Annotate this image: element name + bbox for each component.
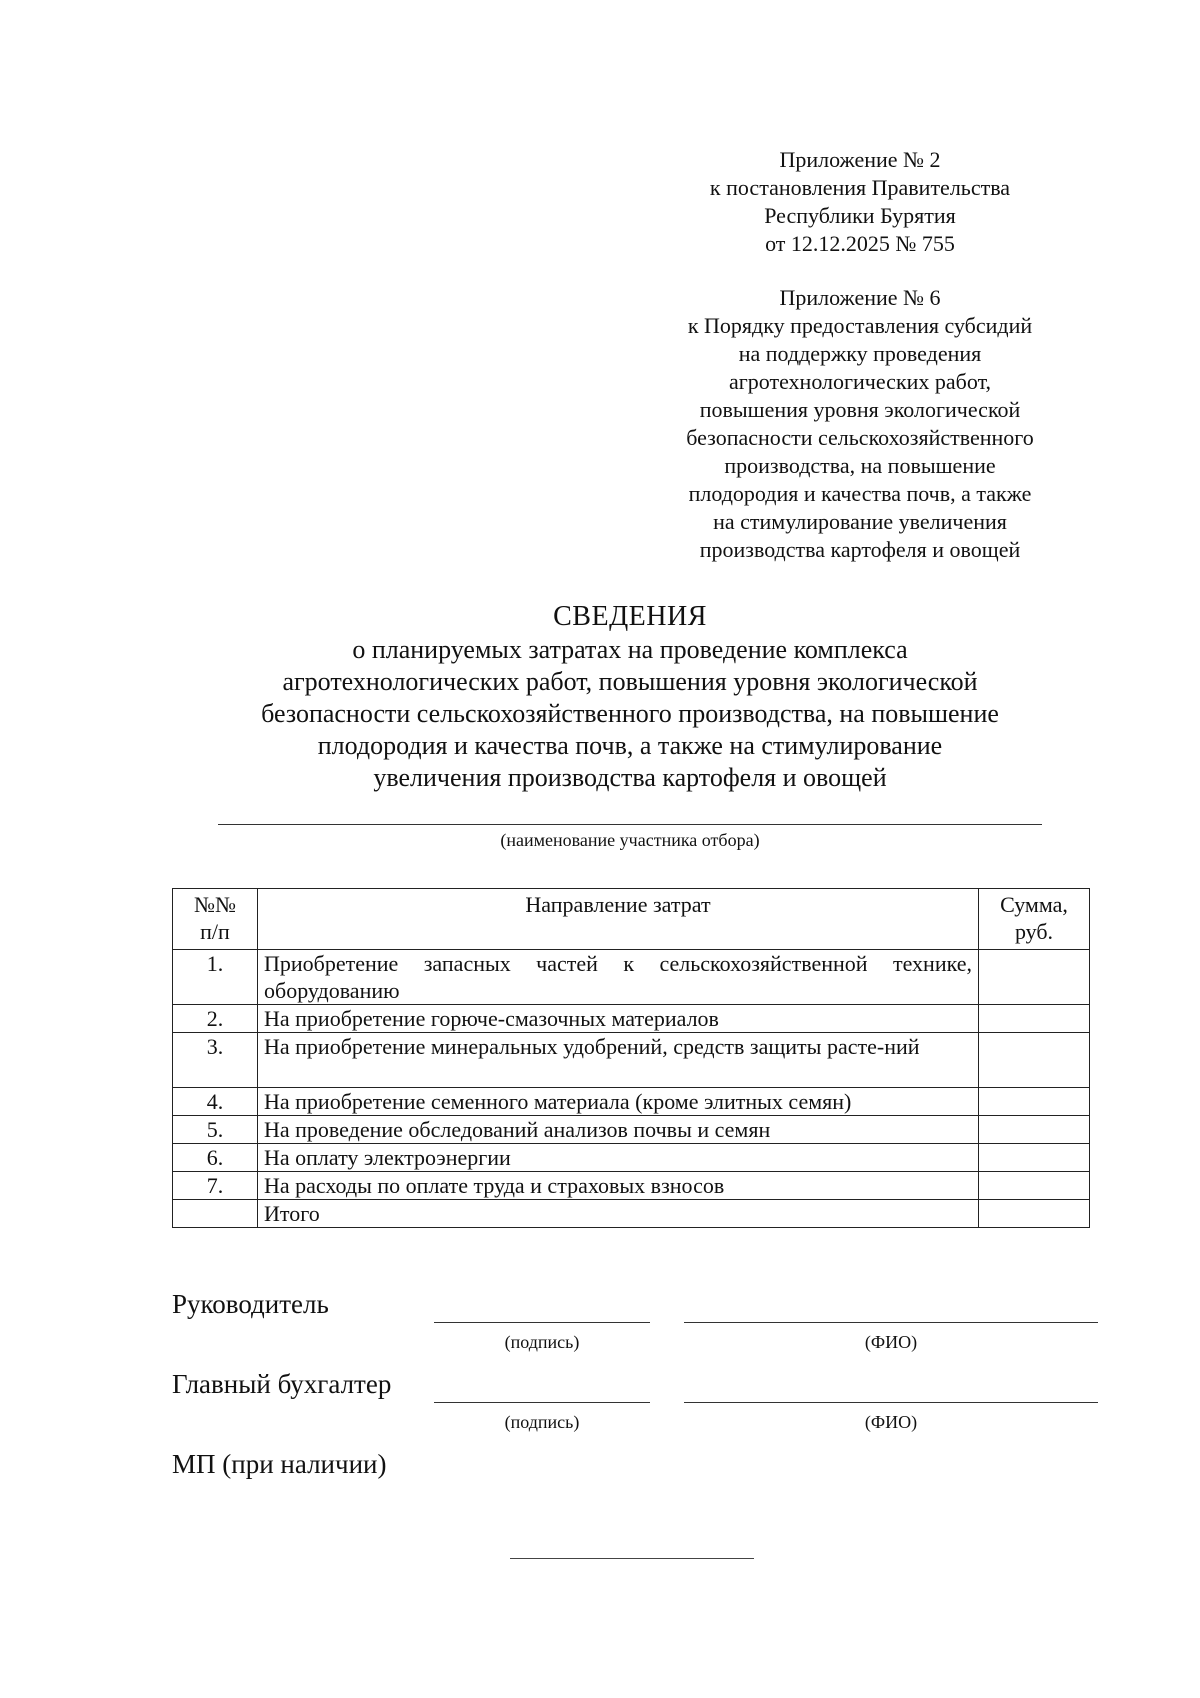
- accountant-label: Главный бухгалтер: [172, 1369, 392, 1399]
- table-row: [173, 1116, 1090, 1144]
- accountant-name-line: [684, 1402, 1098, 1403]
- appendix-6-line: на стимулирование увеличения: [713, 509, 1007, 534]
- row-number: 2.: [173, 1005, 258, 1033]
- head-name-line: [684, 1322, 1098, 1323]
- row-sum: [979, 1172, 1090, 1200]
- row-sum: [979, 1005, 1090, 1033]
- appendix-6-header: [640, 284, 1080, 564]
- row-number: 3.: [173, 1033, 258, 1088]
- row-sum: [979, 1200, 1090, 1228]
- header-number-line: №№: [194, 892, 236, 917]
- row-sum: [979, 1116, 1090, 1144]
- title-line: о планируемых затратах на проведение комплекса: [352, 635, 908, 664]
- title-line: плодородия и качества почв, а также на стимулирование: [317, 731, 943, 760]
- row-direction: На проведение обследований анализов почвы и семян: [258, 1116, 979, 1144]
- table-header-row: [173, 889, 1090, 950]
- row-number: 6.: [173, 1144, 258, 1172]
- row-direction: На приобретение горюче-смазочных материалов: [258, 1005, 979, 1033]
- head-signature-line: [434, 1322, 650, 1323]
- row-number: [173, 1200, 258, 1228]
- header-sum-line: Сумма,: [1000, 892, 1068, 917]
- appendix-6-line: безопасности сельскохозяйственного: [686, 425, 1034, 450]
- row-direction: На приобретение семенного материала (кроме элитных семян): [258, 1088, 979, 1116]
- costs-table: [172, 888, 1090, 1228]
- table-row: [173, 1005, 1090, 1033]
- row-sum: [979, 1088, 1090, 1116]
- row-direction: На приобретение минеральных удобрений, средств защиты расте-ний: [258, 1033, 979, 1088]
- row-direction: Итого: [258, 1200, 979, 1228]
- appendix-2-line: к постановления Правительства: [709, 175, 1011, 200]
- table-total-row: [173, 1200, 1090, 1228]
- head-signature-caption: (подпись): [504, 1332, 580, 1352]
- title-line: агротехнологических работ, повышения уровня экологической: [282, 667, 978, 696]
- row-number: 1.: [173, 950, 258, 1005]
- table-row: [173, 1033, 1090, 1088]
- accountant-name-caption: (ФИО): [864, 1412, 918, 1432]
- participant-name-caption: (наименование участника отбора): [500, 830, 760, 850]
- appendix-6-line: производства картофеля и овощей: [699, 537, 1021, 562]
- appendix-6-line: производства, на повышение: [724, 453, 996, 478]
- accountant-signature-line: [434, 1402, 650, 1403]
- row-number: 7.: [173, 1172, 258, 1200]
- row-number: 5.: [173, 1116, 258, 1144]
- row-sum: [979, 950, 1090, 1005]
- row-direction: Приобретение запасных частей к сельскохозяйственной технике, оборудованию: [258, 950, 979, 1005]
- appendix-6-line: повышения уровня экологической: [699, 397, 1021, 422]
- header-sum: [979, 889, 1090, 950]
- table-row: [173, 1088, 1090, 1116]
- table-row: [173, 1172, 1090, 1200]
- row-direction: На расходы по оплате труда и страховых взносов: [258, 1172, 979, 1200]
- document-title: [150, 600, 1110, 794]
- title-main: СВЕДЕНИЯ: [553, 601, 707, 632]
- title-line: увеличения производства картофеля и овощей: [373, 763, 887, 792]
- table-row: [173, 950, 1090, 1005]
- appendix-2-line: Приложение № 2: [779, 147, 941, 172]
- appendix-2-line: от 12.12.2025 № 755: [765, 231, 955, 256]
- appendix-6-line: к Порядку предоставления субсидий: [687, 313, 1033, 338]
- table-row: [173, 1144, 1090, 1172]
- row-direction: На оплату электроэнергии: [258, 1144, 979, 1172]
- row-sum: [979, 1144, 1090, 1172]
- row-number: 4.: [173, 1088, 258, 1116]
- header-direction: Направление затрат: [258, 889, 979, 950]
- header-sum-line: руб.: [1014, 919, 1054, 944]
- participant-name-line: [218, 824, 1042, 825]
- header-number-line: п/п: [200, 919, 230, 944]
- closing-rule: [510, 1558, 754, 1559]
- appendix-6-line: Приложение № 6: [779, 285, 941, 310]
- appendix-2-header: [640, 146, 1080, 258]
- title-line: безопасности сельскохозяйственного производства, на повышение: [261, 699, 999, 728]
- appendix-6-line: агротехнологических работ,: [728, 369, 992, 394]
- row-sum: [979, 1033, 1090, 1088]
- header-number: [173, 889, 258, 950]
- head-label: Руководитель: [172, 1289, 329, 1319]
- stamp-label: МП (при наличии): [172, 1449, 387, 1479]
- appendix-6-line: плодородия и качества почв, а также: [688, 481, 1032, 506]
- head-name-caption: (ФИО): [864, 1332, 918, 1352]
- accountant-signature-caption: (подпись): [504, 1412, 580, 1432]
- appendix-6-line: на поддержку проведения: [738, 341, 982, 366]
- appendix-2-line: Республики Бурятия: [764, 203, 956, 228]
